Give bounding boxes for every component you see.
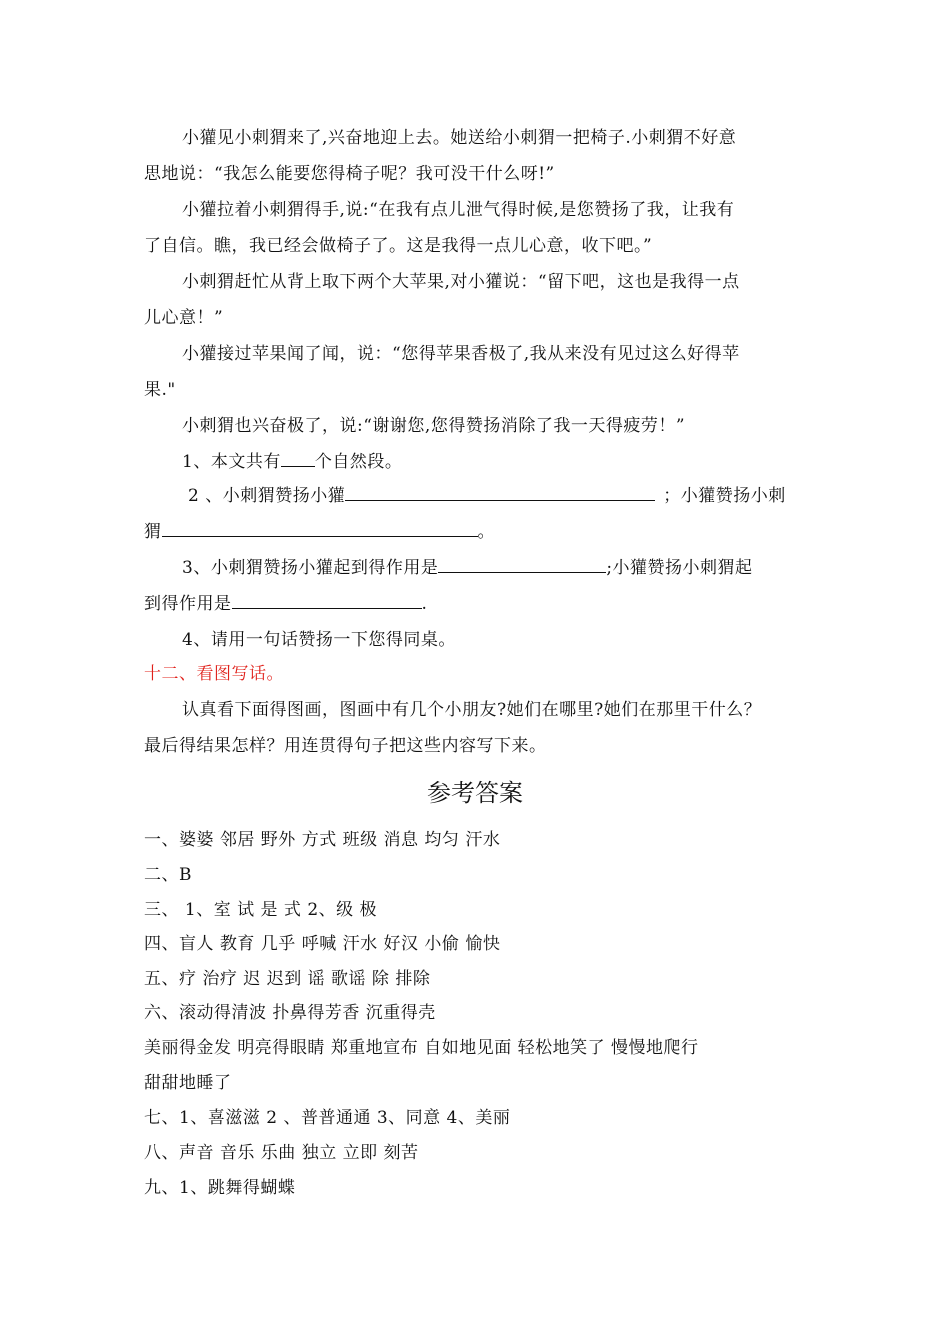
section-12-heading: 十二、看图写话。 (144, 664, 284, 684)
story-p2-line1: 小獾拉着小刺猬得手,说:“在我有点儿泄气得时候,是您赞扬了我，让我有 (182, 200, 735, 220)
question-2-blank-1[interactable] (345, 484, 655, 501)
question-2-line2-end: 。 (477, 522, 495, 542)
answer-line-10: 八、声音 音乐 乐曲 独立 立即 刻苦 (144, 1143, 419, 1163)
question-2-blank-2[interactable] (162, 520, 478, 537)
story-p4-line2: 果." (144, 380, 176, 400)
question-2-text: 2 、小刺猬赞扬小獾 (188, 486, 346, 506)
story-p1-line2: 思地说：“我怎么能要您得椅子呢？我可没干什么呀!” (144, 164, 555, 184)
question-2-line2 (144, 520, 495, 544)
question-2 (188, 484, 786, 508)
question-3-text: 3、小刺猬赞扬小獾起到得作用是 (182, 558, 439, 578)
question-3 (182, 556, 753, 580)
question-3-line2-end: . (421, 594, 428, 614)
answer-line-4: 四、盲人 教育 几乎 呼喊 汗水 好汉 小偷 愉快 (144, 934, 501, 954)
story-p4-line1: 小獾接过苹果闻了闻，说：“您得苹果香极了,我从来没有见过这么好得苹 (182, 344, 740, 364)
answer-line-8: 甜甜地睡了 (144, 1073, 232, 1093)
story-p2-line2: 了自信。瞧，我已经会做椅子了。这是我得一点儿心意，收下吧。” (144, 236, 653, 256)
answer-line-6: 六、滚动得清波 扑鼻得芳香 沉重得壳 (144, 1003, 436, 1023)
section-12-line1: 认真看下面得图画，图画中有几个小朋友?她们在哪里?她们在那里干什么？ (182, 700, 762, 720)
story-p3-line1: 小刺猬赶忙从背上取下两个大苹果,对小獾说：“留下吧，这也是我得一点 (182, 272, 740, 292)
answer-line-5: 五、疗 治疗 迟 迟到 谣 歌谣 除 排除 (144, 969, 431, 989)
answer-line-3: 三、 1、室 试 是 式 2、级 极 (144, 900, 378, 920)
answer-line-9: 七、1、喜滋滋 2 、普普通通 3、同意 4、美丽 (144, 1108, 511, 1128)
question-3-blank-2[interactable] (232, 592, 422, 609)
question-2-line2-text: 猬 (144, 522, 162, 542)
story-p1-line1: 小獾见小刺猬来了,兴奋地迎上去。她送给小刺猬一把椅子.小刺猬不好意 (182, 128, 737, 148)
question-3-blank-1[interactable] (438, 556, 606, 573)
answers-title: 参考答案 (427, 779, 523, 807)
question-2-mid: ；小獾赞扬小刺 (663, 486, 786, 506)
answer-line-2: 二、B (144, 865, 192, 885)
question-1-suffix: 个自然段。 (314, 452, 403, 472)
answer-line-11: 九、1、跳舞得蝴蝶 (144, 1178, 296, 1198)
question-1 (182, 450, 402, 474)
answer-line-1: 一、婆婆 邻居 野外 方式 班级 消息 均匀 汗水 (144, 830, 501, 850)
question-1-text: 1、本文共有 (182, 452, 281, 472)
question-3-line2-text: 到得作用是 (144, 594, 232, 614)
question-4: 4、请用一句话赞扬一下您得同桌。 (182, 630, 456, 650)
section-12-line2: 最后得结果怎样？用连贯得句子把这些内容写下来。 (144, 736, 547, 756)
question-3-mid: ;小獾赞扬小刺猬起 (606, 558, 753, 578)
answer-line-7: 美丽得金发 明亮得眼睛 郑重地宣布 自如地见面 轻松地笑了 慢慢地爬行 (144, 1038, 699, 1058)
question-3-line2 (144, 592, 427, 616)
story-p3-line2: 儿心意！” (144, 308, 224, 328)
story-p5-line1: 小刺猬也兴奋极了，说:“谢谢您,您得赞扬消除了我一天得疲劳！” (182, 416, 686, 436)
question-1-blank[interactable] (281, 450, 315, 467)
